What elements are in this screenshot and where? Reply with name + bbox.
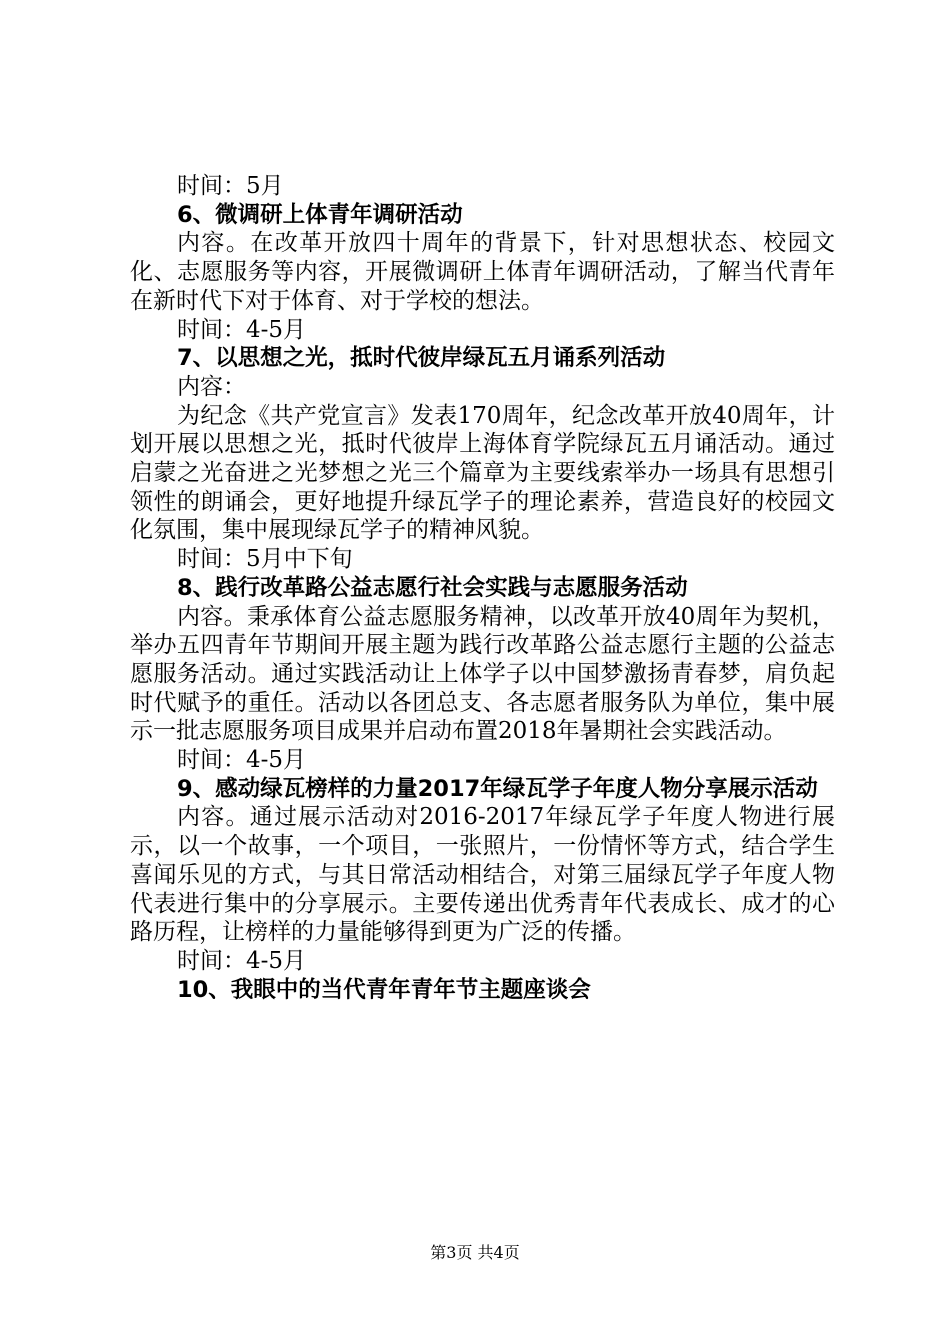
time-line: 时间：4-5月: [177, 747, 307, 774]
time-line: 时间：5月中下旬: [177, 546, 353, 573]
document-body: [130, 172, 835, 1004]
time-line: 时间：5月: [177, 173, 284, 199]
time-line: 时间：4-5月: [177, 947, 307, 974]
content-paragraph: 为纪念《共产党宣言》发表170周年，纪念改革开放40周年，计划开展以思想之光，抵时代彼岸上海体育学院绿瓦五月诵活动。通过启蒙之光奋进之光梦想之光三个篇章为主要线索举办一场具有思想引领性的朗诵会，更好地提升绿瓦学子的理论素养，营造良好的校园文化氛围，集中展现绿瓦学子的精神风貌。: [130, 402, 835, 544]
section-heading: 7、以思想之光，抵时代彼岸绿瓦五月诵系列活动: [177, 345, 666, 372]
section-heading: 10、我眼中的当代青年青年节主题座谈会: [177, 976, 591, 1003]
page-footer: 第3页 共4页: [430, 1243, 520, 1262]
section-heading: 8、践行改革路公益志愿行社会实践与志愿服务活动: [177, 574, 688, 601]
content-paragraph: 内容。秉承体育公益志愿服务精神，以改革开放40周年为契机，举办五四青年节期间开展主题为践行改革路公益志愿行主题的公益志愿服务活动。通过实践活动让上体学子以中国梦激扬青春梦，肩负起时代赋予的重任。活动以各团总支、各志愿者服务队为单位，集中展示一批志愿服务项目成果并启动布置2018年暑期社会实践活动。: [130, 603, 835, 745]
section-heading: 6、微调研上体青年调研活动: [177, 201, 463, 228]
content-paragraph: 内容。在改革开放四十周年的背景下，针对思想状态、校园文化、志愿服务等内容，开展微调研上体青年调研活动，了解当代青年在新时代下对于体育、对于学校的想法。: [130, 230, 835, 314]
time-line: 时间：4-5月: [177, 316, 307, 343]
content-paragraph: 内容。通过展示活动对2016-2017年绿瓦学子年度人物进行展示，以一个故事，一个项目，一张照片，一份情怀等方式，结合学生喜闻乐见的方式，与其日常活动相结合，对第三届绿瓦学子年度人物代表进行集中的分享展示。主要传递出优秀青年代表成长、成才的心路历程，让榜样的力量能够得到更为广泛的传播。: [130, 804, 835, 946]
section-heading: 9、感动绿瓦榜样的力量2017年绿瓦学子年度人物分享展示活动: [177, 775, 818, 802]
content-label: 内容：: [177, 373, 246, 400]
